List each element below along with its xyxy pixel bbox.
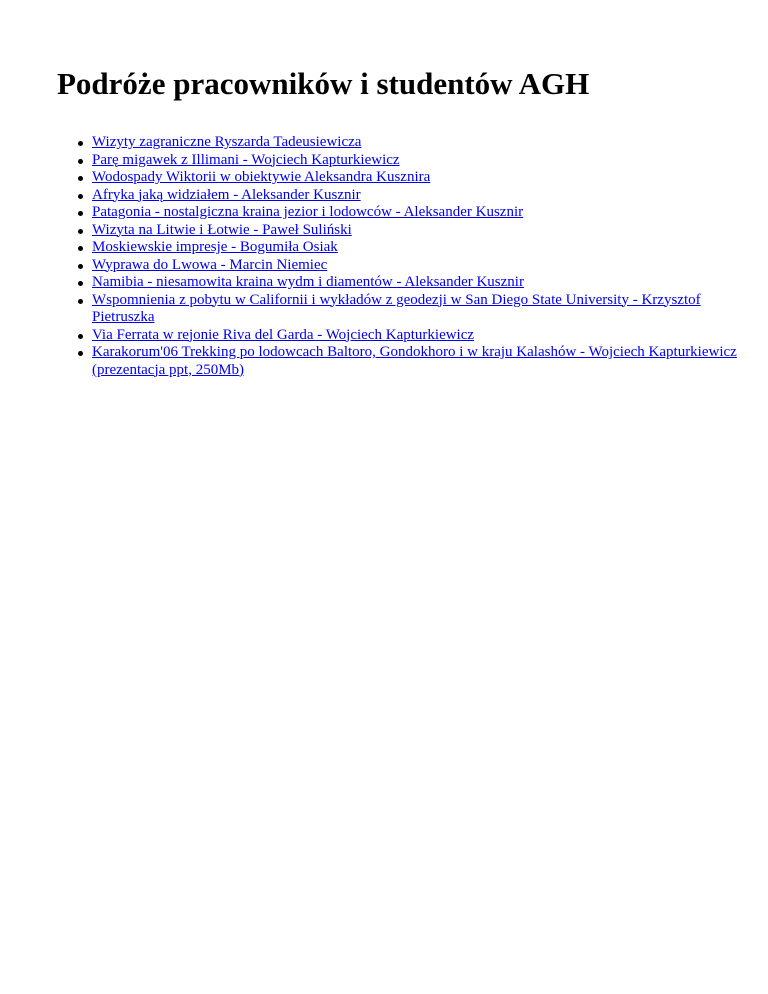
link-namibia[interactable]: Namibia - niesamowita kraina wydm i diamentów - Aleksander Kusznir bbox=[92, 274, 524, 290]
link-californii[interactable]: Wspomnienia z pobytu w Californii i wykładów z geodezji w San Diego State University - Krzysztof Pietruszka bbox=[92, 291, 701, 325]
list-item bbox=[92, 204, 752, 222]
list-item bbox=[92, 222, 752, 240]
travel-links-list bbox=[57, 134, 752, 379]
link-litwa-lotwa[interactable]: Wizyta na Litwie i Łotwie - Paweł Suliński bbox=[92, 221, 352, 238]
list-item bbox=[92, 274, 752, 292]
link-afryka[interactable]: Afryka jaką widziałem - Aleksander Kusznir bbox=[92, 186, 361, 203]
list-item bbox=[92, 292, 752, 327]
list-item bbox=[92, 327, 752, 345]
list-item bbox=[92, 239, 752, 257]
link-illimani[interactable]: Parę migawek z Illimani - Wojciech Kapturkiewicz bbox=[92, 151, 400, 168]
list-item bbox=[92, 152, 752, 170]
link-patagonia[interactable]: Patagonia - nostalgiczna kraina jezior i lodowców - Aleksander Kusznir bbox=[92, 204, 524, 220]
list-item bbox=[92, 169, 752, 187]
link-moskiewskie-impresje[interactable]: Moskiewskie impresje - Bogumiła Osiak bbox=[92, 239, 338, 255]
list-item bbox=[92, 257, 752, 275]
list-item bbox=[92, 344, 752, 379]
page-title: Podróże pracowników i studentów AGH bbox=[57, 66, 590, 101]
link-karakorum[interactable]: Karakorum'06 Trekking po lodowcach Baltoro, Gondokhoro i w kraju Kalashów - Wojciech Kapturkiewicz (prezentacja ppt, 250Mb) bbox=[92, 344, 737, 378]
link-wyprawa-do-lwowa[interactable]: Wyprawa do Lwowa - Marcin Niemiec bbox=[92, 256, 328, 273]
link-via-ferrata[interactable]: Via Ferrata w rejonie Riva del Garda - Wojciech Kapturkiewicz bbox=[92, 326, 475, 343]
link-wizyty-zagraniczne[interactable]: Wizyty zagraniczne Ryszarda Tadeusiewicza bbox=[92, 134, 362, 150]
link-wodospady-wiktorii[interactable]: Wodospady Wiktorii w obiektywie Aleksandra Kusznira bbox=[92, 169, 431, 185]
list-item bbox=[92, 187, 752, 205]
list-item bbox=[92, 134, 752, 152]
